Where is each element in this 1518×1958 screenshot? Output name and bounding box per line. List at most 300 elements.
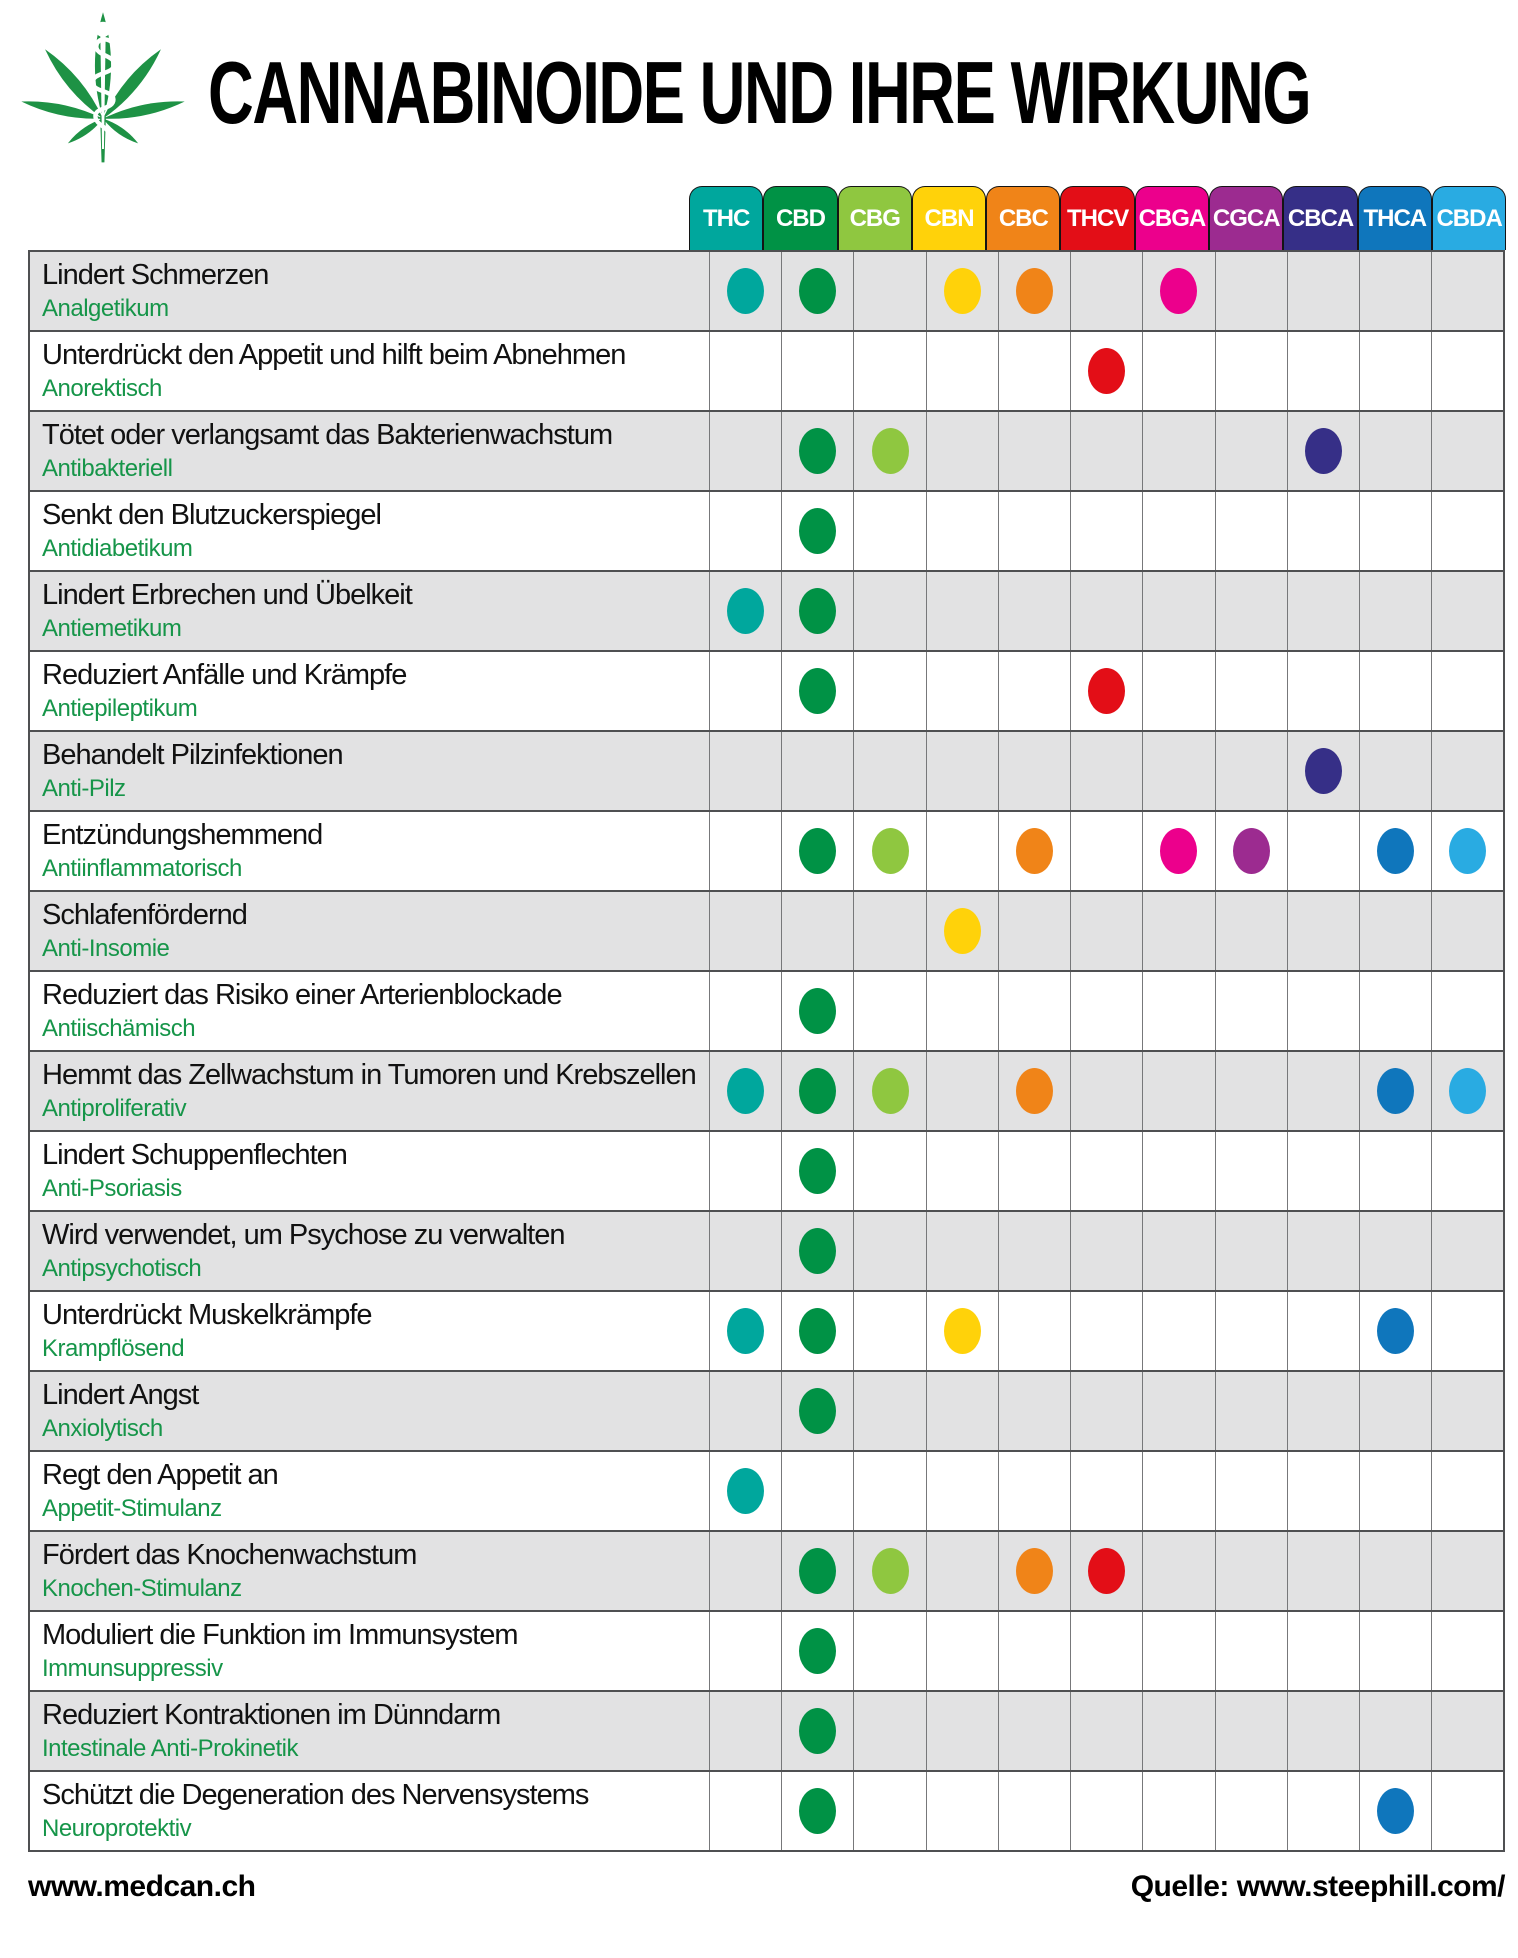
matrix-cell-cgca bbox=[1215, 571, 1287, 651]
effect-label-cell bbox=[29, 731, 710, 811]
effect-label-cell bbox=[29, 491, 710, 571]
dot-thca bbox=[1377, 1308, 1414, 1354]
matrix-cell-cgca bbox=[1215, 1771, 1287, 1851]
matrix-cell-thca bbox=[1359, 1531, 1431, 1611]
matrix-cell-thcv bbox=[1071, 1291, 1143, 1371]
matrix-cell-cbd bbox=[782, 331, 854, 411]
matrix-cell-thc bbox=[710, 1291, 782, 1371]
matrix-cell-cbg bbox=[854, 1291, 926, 1371]
effect-name: Lindert Angst bbox=[42, 1379, 199, 1412]
column-header-cbc: CBC bbox=[986, 186, 1060, 250]
matrix-cell-cbc bbox=[998, 331, 1070, 411]
matrix-cell-cbn bbox=[926, 1771, 998, 1851]
dot-cbd bbox=[799, 428, 836, 474]
effect-row bbox=[29, 1371, 1504, 1451]
matrix-cell-cbda bbox=[1432, 811, 1504, 891]
effect-category: Antiproliferativ bbox=[42, 1095, 187, 1123]
effect-category: Anti-Insomie bbox=[42, 935, 170, 963]
matrix-cell-cbda bbox=[1432, 1531, 1504, 1611]
matrix-cell-cbda bbox=[1432, 1611, 1504, 1691]
matrix-cell-cbda bbox=[1432, 1211, 1504, 1291]
effect-category: Analgetikum bbox=[42, 295, 169, 323]
matrix-cell-thc bbox=[710, 331, 782, 411]
effect-label-cell bbox=[29, 1691, 710, 1771]
matrix-cell-cbga bbox=[1143, 1211, 1215, 1291]
matrix-cell-thc bbox=[710, 571, 782, 651]
dot-cbd bbox=[799, 1628, 836, 1674]
matrix-cell-cbga bbox=[1143, 1371, 1215, 1451]
matrix-cell-cbg bbox=[854, 411, 926, 491]
effect-row bbox=[29, 1131, 1504, 1211]
matrix-cell-cbn bbox=[926, 651, 998, 731]
dot-cbn bbox=[944, 1308, 981, 1354]
effect-row bbox=[29, 1211, 1504, 1291]
dot-thcv bbox=[1088, 668, 1125, 714]
dot-cbd bbox=[799, 1068, 836, 1114]
effect-category: Anxiolytisch bbox=[42, 1415, 163, 1443]
effect-category: Antiinflammatorisch bbox=[42, 855, 242, 883]
dot-cbn bbox=[944, 268, 981, 314]
matrix-cell-cbn bbox=[926, 1451, 998, 1531]
matrix-cell-thcv bbox=[1071, 971, 1143, 1051]
matrix-cell-cgca bbox=[1215, 1291, 1287, 1371]
dot-cbd bbox=[799, 1548, 836, 1594]
footer-source: Quelle: www.steephill.com/ bbox=[1130, 1870, 1505, 1903]
matrix-cell-cbga bbox=[1143, 651, 1215, 731]
matrix-cell-cbda bbox=[1432, 1291, 1504, 1371]
dot-cbn bbox=[944, 908, 981, 954]
matrix-cell-thc bbox=[710, 1531, 782, 1611]
dot-cbg bbox=[872, 428, 909, 474]
effect-category: Antibakteriell bbox=[42, 455, 173, 483]
cannabis-leaf-logo bbox=[8, 6, 198, 180]
effect-row bbox=[29, 971, 1504, 1051]
matrix-cell-cbga bbox=[1143, 491, 1215, 571]
matrix-cell-thca bbox=[1359, 1131, 1431, 1211]
matrix-cell-cbca bbox=[1287, 1371, 1359, 1451]
matrix-cell-cbg bbox=[854, 1611, 926, 1691]
matrix-cell-thcv bbox=[1071, 491, 1143, 571]
matrix-cell-thc bbox=[710, 1611, 782, 1691]
matrix-cell-cbn bbox=[926, 971, 998, 1051]
matrix-cell-cbda bbox=[1432, 491, 1504, 571]
matrix-cell-cbc bbox=[998, 731, 1070, 811]
effect-category: Knochen-Stimulanz bbox=[42, 1575, 242, 1603]
effects-table bbox=[28, 250, 1505, 1852]
matrix-cell-cbga bbox=[1143, 811, 1215, 891]
matrix-cell-thc bbox=[710, 891, 782, 971]
effect-row bbox=[29, 1291, 1504, 1371]
column-header-cbn: CBN bbox=[912, 186, 986, 250]
matrix-cell-cgca bbox=[1215, 1691, 1287, 1771]
matrix-cell-cbn bbox=[926, 811, 998, 891]
matrix-cell-thca bbox=[1359, 731, 1431, 811]
matrix-cell-cbg bbox=[854, 1771, 926, 1851]
matrix-cell-cbca bbox=[1287, 1771, 1359, 1851]
matrix-cell-cbc bbox=[998, 651, 1070, 731]
matrix-cell-cbg bbox=[854, 891, 926, 971]
effect-row bbox=[29, 331, 1504, 411]
dot-cbd bbox=[799, 1228, 836, 1274]
matrix-cell-thc bbox=[710, 1771, 782, 1851]
matrix-cell-cbga bbox=[1143, 1531, 1215, 1611]
matrix-cell-cbc bbox=[998, 1771, 1070, 1851]
matrix-cell-cgca bbox=[1215, 331, 1287, 411]
matrix-cell-cbca bbox=[1287, 1611, 1359, 1691]
matrix-cell-cbda bbox=[1432, 731, 1504, 811]
matrix-cell-cbc bbox=[998, 971, 1070, 1051]
matrix-cell-thc bbox=[710, 1051, 782, 1131]
matrix-cell-thca bbox=[1359, 1051, 1431, 1131]
effect-label-cell bbox=[29, 331, 710, 411]
matrix-cell-cbda bbox=[1432, 331, 1504, 411]
effect-name: Regt den Appetit an bbox=[42, 1459, 278, 1492]
matrix-cell-cgca bbox=[1215, 1051, 1287, 1131]
matrix-cell-thcv bbox=[1071, 331, 1143, 411]
matrix-cell-thca bbox=[1359, 411, 1431, 491]
matrix-cell-cbd bbox=[782, 571, 854, 651]
matrix-cell-cbc bbox=[998, 571, 1070, 651]
matrix-cell-thc bbox=[710, 731, 782, 811]
effect-category: Neuroprotektiv bbox=[42, 1815, 192, 1843]
matrix-cell-thca bbox=[1359, 571, 1431, 651]
effect-row bbox=[29, 1691, 1504, 1771]
matrix-cell-cbga bbox=[1143, 411, 1215, 491]
matrix-cell-cbc bbox=[998, 1691, 1070, 1771]
matrix-cell-cbca bbox=[1287, 1691, 1359, 1771]
matrix-cell-cbn bbox=[926, 331, 998, 411]
matrix-cell-cbg bbox=[854, 651, 926, 731]
effect-label-cell bbox=[29, 251, 710, 331]
effect-label-cell bbox=[29, 1371, 710, 1451]
effect-row bbox=[29, 1771, 1504, 1851]
effect-label-cell bbox=[29, 811, 710, 891]
matrix-cell-cbd bbox=[782, 251, 854, 331]
matrix-cell-cbga bbox=[1143, 331, 1215, 411]
matrix-cell-thca bbox=[1359, 1371, 1431, 1451]
dot-cbca bbox=[1305, 748, 1342, 794]
matrix-cell-thc bbox=[710, 1691, 782, 1771]
matrix-cell-cgca bbox=[1215, 251, 1287, 331]
dot-thcv bbox=[1088, 1548, 1125, 1594]
effect-name: Senkt den Blutzuckerspiegel bbox=[42, 499, 381, 532]
page-title: CANNABINOIDE UND IHRE WIRKUNG bbox=[208, 43, 1311, 142]
effect-category: Immunsuppressiv bbox=[42, 1655, 223, 1683]
matrix-cell-cbda bbox=[1432, 1371, 1504, 1451]
matrix-cell-cbd bbox=[782, 651, 854, 731]
matrix-cell-cbc bbox=[998, 811, 1070, 891]
matrix-cell-cgca bbox=[1215, 1211, 1287, 1291]
matrix-cell-cbn bbox=[926, 891, 998, 971]
matrix-cell-cgca bbox=[1215, 1531, 1287, 1611]
dot-cbg bbox=[872, 1068, 909, 1114]
matrix-cell-thcv bbox=[1071, 811, 1143, 891]
effect-name: Entzündungshemmend bbox=[42, 819, 323, 852]
effect-category: Antiepileptikum bbox=[42, 695, 198, 723]
effect-category: Antiischämisch bbox=[42, 1015, 196, 1043]
effect-category: Antiemetikum bbox=[42, 615, 182, 643]
matrix-cell-cbc bbox=[998, 1531, 1070, 1611]
effect-label-cell bbox=[29, 1531, 710, 1611]
matrix-cell-thc bbox=[710, 1131, 782, 1211]
matrix-cell-cbda bbox=[1432, 1051, 1504, 1131]
matrix-cell-cbc bbox=[998, 1051, 1070, 1131]
matrix-cell-cbg bbox=[854, 1531, 926, 1611]
matrix-cell-cbg bbox=[854, 1131, 926, 1211]
effect-name: Schützt die Degeneration des Nervensystems bbox=[42, 1779, 589, 1812]
column-header-cbd: CBD bbox=[763, 186, 837, 250]
dot-cgca bbox=[1233, 828, 1270, 874]
matrix-cell-cbc bbox=[998, 1611, 1070, 1691]
effect-row bbox=[29, 491, 1504, 571]
matrix-cell-cbca bbox=[1287, 1131, 1359, 1211]
effect-row bbox=[29, 1051, 1504, 1131]
matrix-cell-cgca bbox=[1215, 731, 1287, 811]
matrix-cell-thca bbox=[1359, 1211, 1431, 1291]
dot-cbd bbox=[799, 268, 836, 314]
effect-name: Lindert Erbrechen und Übelkeit bbox=[42, 579, 412, 612]
effect-name: Reduziert Anfälle und Krämpfe bbox=[42, 659, 407, 692]
effect-category: Krampflösend bbox=[42, 1335, 185, 1363]
effect-label-cell bbox=[29, 1771, 710, 1851]
matrix-cell-cbca bbox=[1287, 251, 1359, 331]
matrix-cell-cbda bbox=[1432, 891, 1504, 971]
matrix-cell-cbca bbox=[1287, 651, 1359, 731]
matrix-cell-thc bbox=[710, 971, 782, 1051]
matrix-cell-cbg bbox=[854, 811, 926, 891]
dot-cbga bbox=[1160, 828, 1197, 874]
dot-cbca bbox=[1305, 428, 1342, 474]
matrix-cell-cbca bbox=[1287, 1531, 1359, 1611]
column-header-cbga: CBGA bbox=[1135, 186, 1209, 250]
effect-row bbox=[29, 251, 1504, 331]
matrix-cell-cbn bbox=[926, 1131, 998, 1211]
matrix-cell-cbd bbox=[782, 1211, 854, 1291]
matrix-cell-cbg bbox=[854, 571, 926, 651]
dot-thc bbox=[727, 1068, 764, 1114]
matrix-cell-cbd bbox=[782, 411, 854, 491]
dot-cbg bbox=[872, 1548, 909, 1594]
matrix-cell-cbca bbox=[1287, 571, 1359, 651]
matrix-cell-thcv bbox=[1071, 1451, 1143, 1531]
effect-row bbox=[29, 1451, 1504, 1531]
dot-cbd bbox=[799, 588, 836, 634]
dot-cbc bbox=[1016, 1068, 1053, 1114]
matrix-cell-cbga bbox=[1143, 1691, 1215, 1771]
matrix-cell-cbd bbox=[782, 731, 854, 811]
matrix-cell-cbn bbox=[926, 1211, 998, 1291]
matrix-cell-cbda bbox=[1432, 1691, 1504, 1771]
column-header-cbca: CBCA bbox=[1283, 186, 1357, 250]
dot-cbga bbox=[1160, 268, 1197, 314]
effect-category: Intestinale Anti-Prokinetik bbox=[42, 1735, 298, 1763]
matrix-cell-cbd bbox=[782, 1291, 854, 1371]
matrix-cell-thcv bbox=[1071, 251, 1143, 331]
matrix-cell-cbda bbox=[1432, 651, 1504, 731]
effect-row bbox=[29, 731, 1504, 811]
matrix-cell-cbn bbox=[926, 1611, 998, 1691]
matrix-cell-cbda bbox=[1432, 1771, 1504, 1851]
effect-name: Hemmt das Zellwachstum in Tumoren und Krebszellen bbox=[42, 1059, 696, 1092]
matrix-cell-cbd bbox=[782, 491, 854, 571]
matrix-cell-thca bbox=[1359, 1291, 1431, 1371]
matrix-cell-thc bbox=[710, 251, 782, 331]
matrix-cell-cbg bbox=[854, 1691, 926, 1771]
matrix-cell-thcv bbox=[1071, 1371, 1143, 1451]
effect-label-cell bbox=[29, 1051, 710, 1131]
matrix-cell-cbc bbox=[998, 1451, 1070, 1531]
dot-thcv bbox=[1088, 348, 1125, 394]
effect-category: Anti-Pilz bbox=[42, 775, 126, 803]
effect-label-cell bbox=[29, 1451, 710, 1531]
footer-site-url: www.medcan.ch bbox=[28, 1870, 256, 1903]
matrix-cell-thcv bbox=[1071, 1531, 1143, 1611]
matrix-cell-cbca bbox=[1287, 891, 1359, 971]
matrix-cell-cbga bbox=[1143, 1771, 1215, 1851]
dot-cbda bbox=[1449, 828, 1486, 874]
footer bbox=[28, 1870, 1505, 1930]
effect-name: Reduziert Kontraktionen im Dünndarm bbox=[42, 1699, 501, 1732]
matrix-cell-cbga bbox=[1143, 891, 1215, 971]
matrix-cell-thcv bbox=[1071, 1771, 1143, 1851]
column-header-cbda: CBDA bbox=[1432, 186, 1506, 250]
effect-category: Antipsychotisch bbox=[42, 1255, 202, 1283]
matrix-cell-cbd bbox=[782, 891, 854, 971]
matrix-cell-cbd bbox=[782, 1131, 854, 1211]
matrix-cell-cbca bbox=[1287, 331, 1359, 411]
matrix-cell-thcv bbox=[1071, 651, 1143, 731]
effect-label-cell bbox=[29, 411, 710, 491]
dot-thca bbox=[1377, 828, 1414, 874]
matrix-cell-cbca bbox=[1287, 1051, 1359, 1131]
column-header-thca: THCA bbox=[1358, 186, 1432, 250]
effect-name: Tötet oder verlangsamt das Bakterienwachstum bbox=[42, 419, 613, 452]
matrix-cell-thcv bbox=[1071, 1051, 1143, 1131]
matrix-cell-cbga bbox=[1143, 971, 1215, 1051]
matrix-cell-cbn bbox=[926, 1371, 998, 1451]
dot-thc bbox=[727, 268, 764, 314]
matrix-cell-cbga bbox=[1143, 1051, 1215, 1131]
column-header-cgca: CGCA bbox=[1209, 186, 1283, 250]
matrix-cell-cgca bbox=[1215, 1131, 1287, 1211]
matrix-cell-cbg bbox=[854, 971, 926, 1051]
matrix-cell-thc bbox=[710, 411, 782, 491]
effect-name: Wird verwendet, um Psychose zu verwalten bbox=[42, 1219, 565, 1252]
effect-category: Anorektisch bbox=[42, 375, 162, 403]
matrix-cell-cbc bbox=[998, 891, 1070, 971]
effect-row bbox=[29, 811, 1504, 891]
matrix-cell-cbca bbox=[1287, 1291, 1359, 1371]
dot-cbg bbox=[872, 828, 909, 874]
matrix-cell-thcv bbox=[1071, 411, 1143, 491]
matrix-cell-cbg bbox=[854, 731, 926, 811]
matrix-cell-thc bbox=[710, 491, 782, 571]
effect-label-cell bbox=[29, 1211, 710, 1291]
effect-name: Lindert Schmerzen bbox=[42, 259, 269, 292]
matrix-cell-cgca bbox=[1215, 651, 1287, 731]
matrix-cell-cbd bbox=[782, 1451, 854, 1531]
matrix-cell-cbda bbox=[1432, 251, 1504, 331]
effect-row bbox=[29, 891, 1504, 971]
dot-cbd bbox=[799, 828, 836, 874]
effect-row bbox=[29, 1611, 1504, 1691]
matrix-cell-cbc bbox=[998, 1131, 1070, 1211]
matrix-cell-thcv bbox=[1071, 1211, 1143, 1291]
effect-label-cell bbox=[29, 1131, 710, 1211]
matrix-cell-cbn bbox=[926, 251, 998, 331]
matrix-cell-cbca bbox=[1287, 411, 1359, 491]
dot-cbc bbox=[1016, 828, 1053, 874]
effect-row bbox=[29, 1531, 1504, 1611]
matrix-cell-thca bbox=[1359, 971, 1431, 1051]
matrix-cell-cbda bbox=[1432, 1451, 1504, 1531]
dot-cbd bbox=[799, 1788, 836, 1834]
dot-cbd bbox=[799, 1308, 836, 1354]
dot-thc bbox=[727, 1308, 764, 1354]
matrix-cell-cbn bbox=[926, 491, 998, 571]
matrix-cell-cbda bbox=[1432, 971, 1504, 1051]
matrix-cell-cbc bbox=[998, 411, 1070, 491]
dot-thc bbox=[727, 588, 764, 634]
matrix-cell-thca bbox=[1359, 1451, 1431, 1531]
matrix-cell-cbd bbox=[782, 811, 854, 891]
dot-thca bbox=[1377, 1788, 1414, 1834]
matrix-cell-thca bbox=[1359, 1691, 1431, 1771]
matrix-cell-cbda bbox=[1432, 571, 1504, 651]
matrix-cell-cbg bbox=[854, 1451, 926, 1531]
matrix-cell-cbn bbox=[926, 1691, 998, 1771]
matrix-cell-cbn bbox=[926, 1291, 998, 1371]
matrix-cell-thca bbox=[1359, 651, 1431, 731]
matrix-cell-cgca bbox=[1215, 1371, 1287, 1451]
dot-cbda bbox=[1449, 1068, 1486, 1114]
matrix-cell-cbg bbox=[854, 1211, 926, 1291]
effect-name: Behandelt Pilzinfektionen bbox=[42, 739, 343, 772]
matrix-cell-cbc bbox=[998, 1211, 1070, 1291]
matrix-cell-thcv bbox=[1071, 571, 1143, 651]
matrix-cell-thca bbox=[1359, 331, 1431, 411]
matrix-cell-thcv bbox=[1071, 1611, 1143, 1691]
matrix-cell-cgca bbox=[1215, 1611, 1287, 1691]
matrix-cell-thca bbox=[1359, 1771, 1431, 1851]
dot-cbc bbox=[1016, 1548, 1053, 1594]
effect-name: Schlafenfördernd bbox=[42, 899, 247, 932]
matrix-cell-cgca bbox=[1215, 1451, 1287, 1531]
matrix-cell-thc bbox=[710, 1371, 782, 1451]
header bbox=[0, 0, 1518, 186]
matrix-cell-cbca bbox=[1287, 1211, 1359, 1291]
matrix-cell-cbn bbox=[926, 731, 998, 811]
dot-thc bbox=[727, 1468, 764, 1514]
effect-label-cell bbox=[29, 651, 710, 731]
matrix-cell-cbd bbox=[782, 1371, 854, 1451]
matrix-cell-cgca bbox=[1215, 491, 1287, 571]
matrix-cell-thca bbox=[1359, 891, 1431, 971]
effect-name: Unterdrückt den Appetit und hilft beim Abnehmen bbox=[42, 339, 626, 372]
dot-cbc bbox=[1016, 268, 1053, 314]
matrix-cell-cgca bbox=[1215, 971, 1287, 1051]
matrix-cell-thcv bbox=[1071, 891, 1143, 971]
matrix-cell-cbn bbox=[926, 1051, 998, 1131]
matrix-cell-thcv bbox=[1071, 731, 1143, 811]
matrix-cell-thcv bbox=[1071, 1691, 1143, 1771]
matrix-cell-cbga bbox=[1143, 571, 1215, 651]
matrix-cell-cbd bbox=[782, 1531, 854, 1611]
matrix-cell-cbg bbox=[854, 1371, 926, 1451]
effect-name: Reduziert das Risiko einer Arterienblockade bbox=[42, 979, 562, 1012]
column-headers bbox=[689, 186, 1518, 250]
dot-cbd bbox=[799, 1388, 836, 1434]
